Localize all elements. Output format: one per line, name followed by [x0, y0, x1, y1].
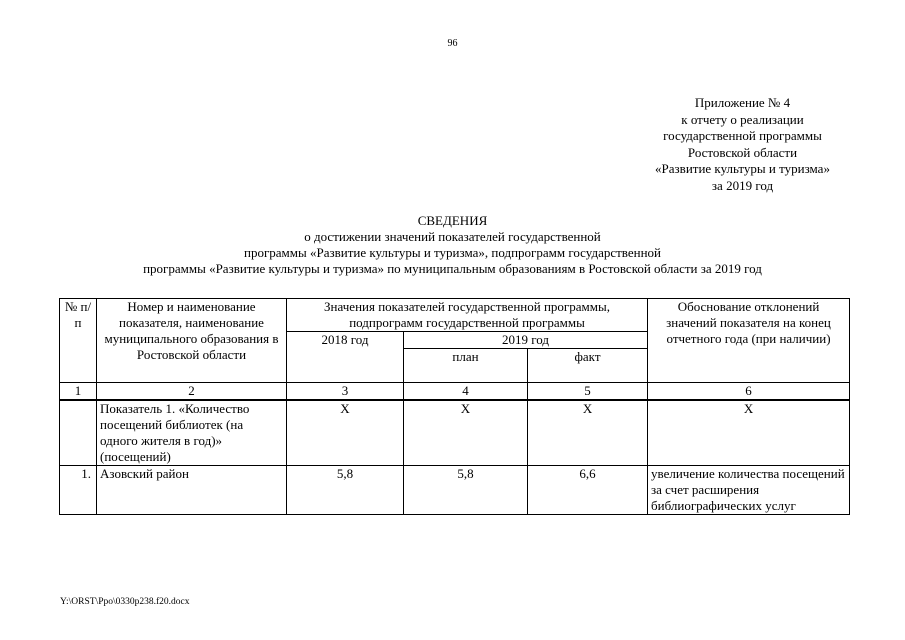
- title-line: о достижении значений показателей государственной: [304, 229, 601, 244]
- column-number: 3: [287, 383, 404, 401]
- header-values-group: Значения показателей государственной программы, подпрограмм государственной программы: [287, 299, 648, 332]
- document-title: [40, 213, 865, 277]
- row-value-2018: Х: [287, 400, 404, 466]
- header-year-2018: 2018 год: [287, 332, 404, 383]
- appendix-line: Ростовской области: [687, 144, 798, 160]
- appendix-line: за 2019 год: [711, 177, 774, 193]
- header-plan: план: [404, 349, 528, 383]
- header-justification: Обоснование отклонений значений показателя на конец отчетного года (при наличии): [648, 299, 850, 383]
- row-value-2018: 5,8: [287, 466, 404, 515]
- appendix-line: государственной программы: [663, 128, 822, 143]
- row-value-plan: Х: [404, 400, 528, 466]
- table-row: [60, 400, 850, 466]
- title-line: программы «Развитие культуры и туризма», подпрограмм государственной: [243, 245, 661, 260]
- page-number: 96: [447, 38, 458, 49]
- row-value-fact: 6,6: [528, 466, 648, 515]
- appendix-line: к отчету о реализации: [681, 111, 804, 127]
- appendix-line: Приложение № 4: [694, 95, 791, 110]
- header-year-2019: 2019 год: [404, 332, 648, 349]
- indicators-table: [59, 298, 850, 515]
- row-value-plan: 5,8: [404, 466, 528, 515]
- title-heading: СВЕДЕНИЯ: [417, 213, 488, 228]
- row-name: Показатель 1. «Количество посещений библиотек (на одного жителя в год)» (посещений): [97, 400, 287, 466]
- header-num: № п/п: [60, 299, 97, 383]
- row-justification: Х: [648, 400, 850, 466]
- header-name: Номер и наименование показателя, наименование муниципального образования в Ростовской области: [97, 299, 287, 383]
- column-number: 1: [60, 383, 97, 401]
- table-header-row: [60, 299, 850, 332]
- column-number: 5: [528, 383, 648, 401]
- header-fact: факт: [528, 349, 648, 383]
- footer-file-path: Y:\ORST\Ppo\0330p238.f20.docx: [60, 597, 190, 607]
- row-name: Азовский район: [97, 466, 287, 515]
- column-number: 2: [97, 383, 287, 401]
- row-value-fact: Х: [528, 400, 648, 466]
- appendix-block: [630, 95, 855, 194]
- row-justification: увеличение количества посещений за счет расширения библиографических услуг: [648, 466, 850, 515]
- column-numbers-row: [60, 383, 850, 401]
- title-line: программы «Развитие культуры и туризма» по муниципальным образованиям в Ростовской области за 2019 год: [143, 261, 762, 276]
- appendix-line: «Развитие культуры и туризма»: [655, 161, 830, 176]
- row-num: [60, 400, 97, 466]
- column-number: 6: [648, 383, 850, 401]
- row-num: 1.: [60, 466, 97, 515]
- table-row: [60, 466, 850, 515]
- column-number: 4: [404, 383, 528, 401]
